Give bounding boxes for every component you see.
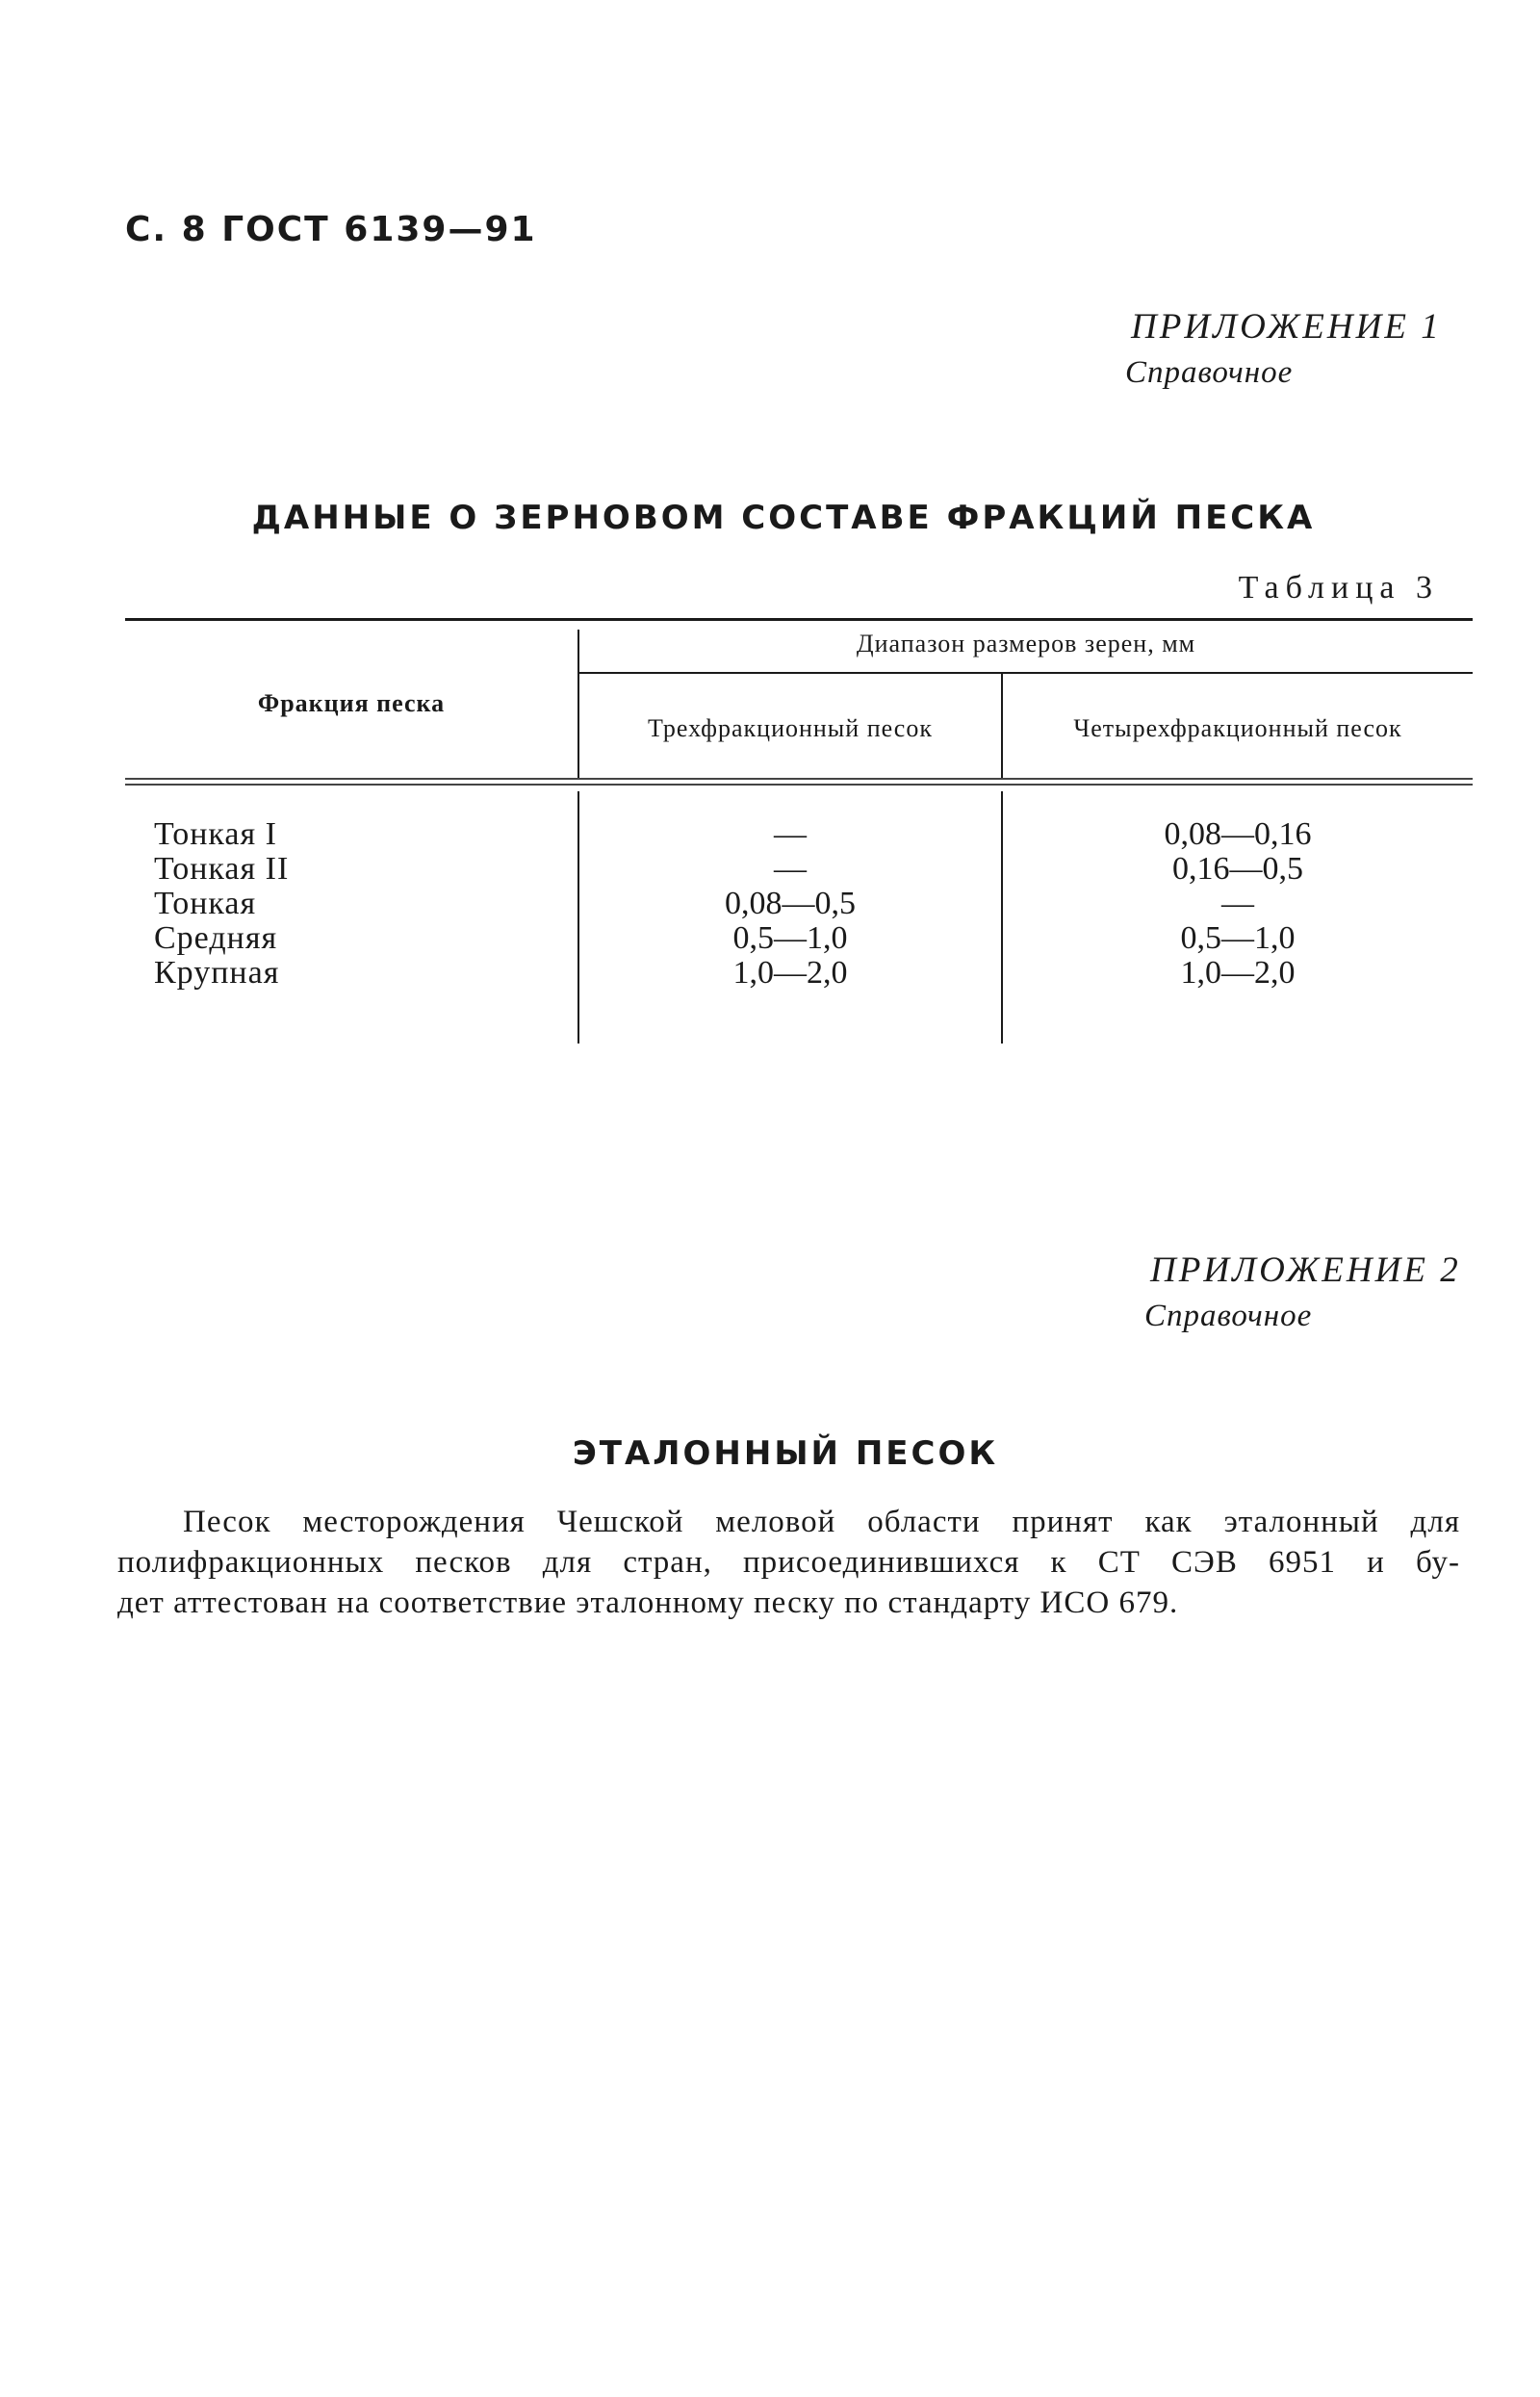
cell-three-fraction: — [774, 851, 807, 887]
cell-fraction-name: Тонкая I [154, 816, 277, 852]
appendix-1-subtitle: Справочное [1125, 355, 1294, 390]
paragraph-line: Песок месторождения Чешской меловой области принят как эталонный для [183, 1505, 1460, 1539]
table-caption: Таблица 3 [1238, 570, 1439, 606]
cell-fraction-name: Тонкая II [154, 851, 290, 887]
cell-fraction-name: Средняя [154, 920, 278, 956]
appendix-2 [1144, 1250, 1461, 1334]
appendix-1-title: ПРИЛОЖЕНИЕ 1 [1131, 307, 1442, 347]
appendix-1 [1125, 306, 1442, 391]
column-header-range: Диапазон размеров зерен, мм [856, 630, 1196, 657]
table-body [125, 817, 1473, 991]
table-row [125, 956, 1473, 991]
section-2-heading: ЭТАЛОННЫЙ ПЕСОК [572, 1434, 999, 1473]
cell-four-fraction: 0,08—0,16 [1164, 816, 1312, 852]
table-row [125, 887, 1473, 921]
grain-table [125, 618, 1473, 1042]
cell-three-fraction: 0,5—1,0 [732, 920, 848, 956]
column-header-fraction: Фракция песка [257, 689, 446, 717]
cell-three-fraction: 0,08—0,5 [725, 886, 856, 921]
table-row [125, 817, 1473, 852]
cell-four-fraction: 0,5—1,0 [1180, 920, 1296, 956]
paragraph-line: полифракционных песков для стран, присоединившихся к СТ СЭВ 6951 и бу- [117, 1545, 1460, 1580]
column-header-four-fraction: Четырехфракционный песок [1073, 714, 1402, 742]
table-top-rule [125, 618, 1473, 621]
page-header: С. 8 ГОСТ 6139—91 [125, 210, 537, 249]
table-row [125, 852, 1473, 887]
appendix-2-subtitle: Справочное [1144, 1299, 1313, 1333]
reference-sand-paragraph [117, 1502, 1460, 1623]
cell-four-fraction: — [1221, 886, 1254, 921]
cell-fraction-name: Тонкая [154, 886, 257, 921]
table-row [125, 921, 1473, 956]
cell-fraction-name: Крупная [154, 955, 280, 991]
cell-three-fraction: — [774, 816, 807, 852]
cell-three-fraction: 1,0—2,0 [732, 955, 848, 991]
paragraph-line: дет аттестован на соответствие эталонному песку по стандарту ИСО 679. [117, 1585, 1179, 1620]
cell-four-fraction: 0,16—0,5 [1172, 851, 1303, 887]
table-subheader-rule [579, 672, 1473, 674]
section-1-heading: ДАННЫЕ О ЗЕРНОВОМ СОСТАВЕ ФРАКЦИЙ ПЕСКА [251, 499, 1316, 537]
table-header-rule [125, 778, 1473, 780]
table-header-rule [125, 784, 1473, 786]
appendix-2-title: ПРИЛОЖЕНИЕ 2 [1150, 1250, 1461, 1290]
cell-four-fraction: 1,0—2,0 [1180, 955, 1296, 991]
column-header-three-fraction: Трехфракционный песок [648, 714, 933, 742]
